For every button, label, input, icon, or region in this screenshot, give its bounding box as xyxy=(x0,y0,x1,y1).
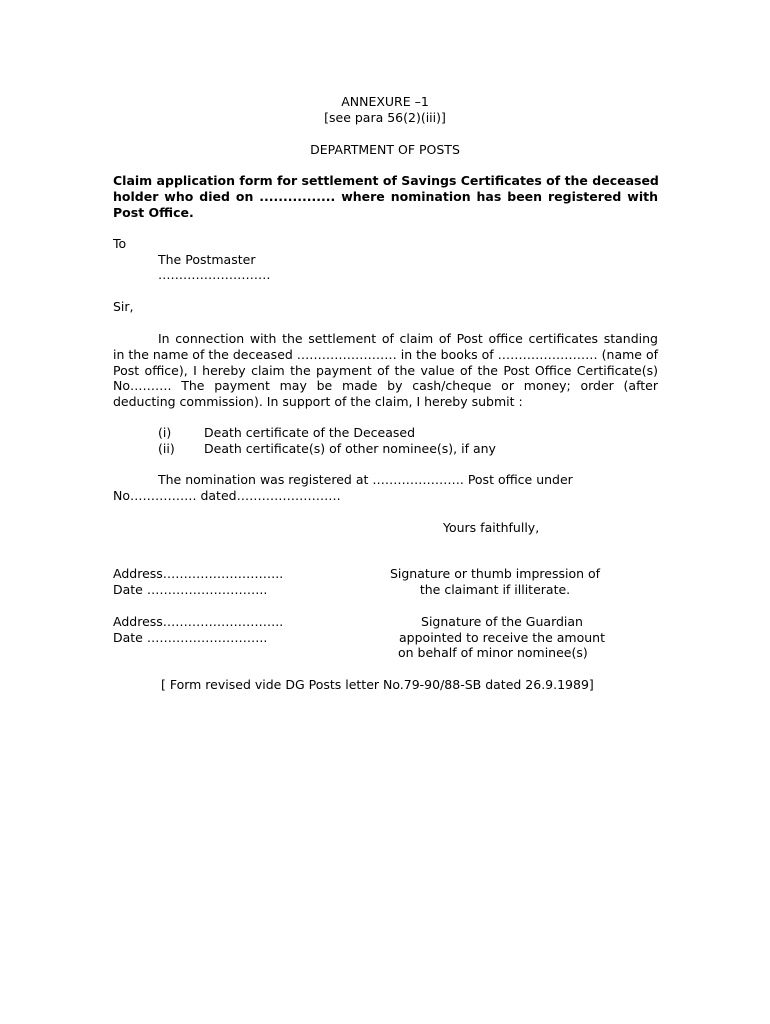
addressee-dots: ……………………… xyxy=(158,267,271,282)
guardian-address-field: Address……………………….. xyxy=(113,614,284,629)
addressee-to: To xyxy=(113,236,127,251)
nomination-line-1: The nomination was registered at …………………. Post office under xyxy=(158,472,573,487)
form-title-line-3: Post Office. xyxy=(113,205,194,220)
claimant-date-field: Date ……………………….. xyxy=(113,582,268,597)
nomination-line-2: No……………. dated……………………. xyxy=(113,488,341,503)
annexure-heading: ANNEXURE –1 xyxy=(341,94,429,109)
form-revision-note: [ Form revised vide DG Posts letter No.79-90/88-SB dated 26.9.1989] xyxy=(161,677,594,692)
form-title-line-2: holder who died on ................ where nomination has been registered with xyxy=(113,189,658,204)
guardian-signature-label-3: on behalf of minor nominee(s) xyxy=(398,645,588,660)
claimant-signature-label-2: the claimant if illiterate. xyxy=(419,582,571,597)
claimant-address-field: Address……………………….. xyxy=(113,566,284,581)
body-line-5: deducting commission). In support of the claim, I hereby submit : xyxy=(113,394,523,409)
document-item-number: (ii) xyxy=(158,441,175,456)
addressee-name: The Postmaster xyxy=(158,252,256,267)
body-line-2: in the name of the deceased …………………… in the books of …………………… (name of xyxy=(113,347,658,362)
department-heading: DEPARTMENT OF POSTS xyxy=(310,142,460,157)
body-line-4: No………. The payment may be made by cash/cheque or money; order (after xyxy=(113,378,658,393)
document-item-number: (i) xyxy=(158,425,172,440)
para-reference: [see para 56(2)(iii)] xyxy=(324,110,446,125)
guardian-signature-label-1: Signature of the Guardian xyxy=(421,614,583,629)
salutation: Sir, xyxy=(113,299,134,314)
closing-yours-faithfully: Yours faithfully, xyxy=(443,520,540,535)
guardian-signature-label-2: appointed to receive the amount xyxy=(399,630,605,645)
body-line-1: In connection with the settlement of claim of Post office certificates standing xyxy=(158,331,658,346)
guardian-date-field: Date ……………………….. xyxy=(113,630,268,645)
document-item-text: Death certificate(s) of other nominee(s), if any xyxy=(204,441,496,456)
body-line-3: Post office), I hereby claim the payment of the value of the Post Office Certificate(s) xyxy=(113,363,658,378)
form-title-line-1: Claim application form for settlement of Savings Certificates of the deceased xyxy=(113,173,659,188)
claimant-signature-label-1: Signature or thumb impression of xyxy=(389,566,601,581)
document-item-text: Death certificate of the Deceased xyxy=(204,425,416,440)
